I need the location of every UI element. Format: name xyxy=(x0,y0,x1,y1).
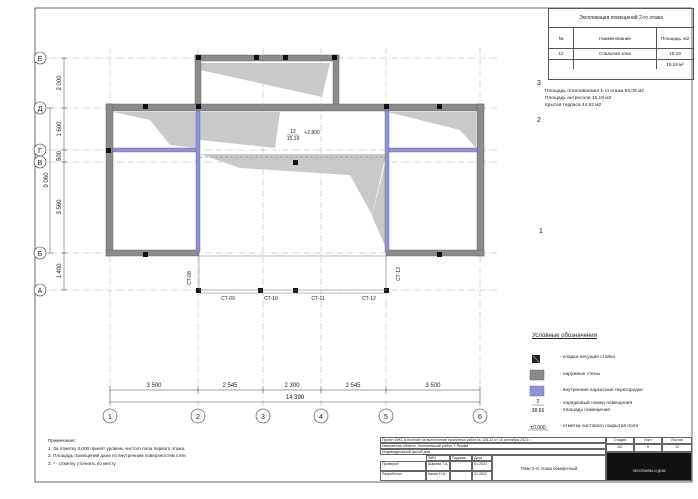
explication-header-row xyxy=(549,28,693,49)
axis-label-B: Б xyxy=(37,251,43,258)
axis-label-6: 6 xyxy=(478,414,482,421)
axis-label-V: В xyxy=(37,160,43,167)
notes-title: Примечания: xyxy=(48,438,76,443)
axis-label-5: 5 xyxy=(384,414,388,421)
area-summary xyxy=(545,88,644,109)
explication-table xyxy=(548,8,694,80)
stamp-col-date: Дата xyxy=(472,455,492,461)
dim-left-1: 2 000 xyxy=(57,75,63,91)
legend-item-room-number: - порядковый номер помещения xyxy=(560,401,633,406)
side-mark-3: 3 xyxy=(537,80,541,87)
explication-col-num: № xyxy=(549,28,574,48)
legend-swatches xyxy=(528,355,548,430)
column-label-st11: СТ-11 xyxy=(311,296,325,302)
company-logo xyxy=(606,452,692,481)
legend-room-sample-area: 38,66 xyxy=(531,408,545,414)
stamp-name-developed: Капин Н.А. xyxy=(426,471,450,481)
axis-label-E: Е xyxy=(37,56,43,63)
stamp-address: Ивановская область, Кинешемский район, г. Решма xyxy=(380,443,606,449)
roof-shadow-fill xyxy=(113,63,476,248)
notes-line-3: 3. * - отметку уточнить по месту. xyxy=(48,460,117,466)
stamp-date-developed: 01.2022 xyxy=(472,471,492,481)
area-heated: Площадь отапливаемая 1-го этажа 93,09 м2 xyxy=(545,89,644,94)
notes-line-2: 2. Площадь помещений дана по внутренним поверхностям стен. xyxy=(48,453,187,458)
explication-col-area: Площадь, м2 xyxy=(660,35,690,41)
stamp-role-developed: Разработал xyxy=(380,471,426,481)
dim-bottom-3: 2 300 xyxy=(284,383,300,389)
legend-room-sample-num: 2 xyxy=(536,399,540,405)
stamp-role-checked: Проверил xyxy=(380,461,426,471)
dim-bottom-5: 3 500 xyxy=(425,383,441,389)
stamp-sign-checked xyxy=(450,461,472,471)
side-mark-1: 1 xyxy=(539,228,543,235)
stamp-stage-label: Стадия xyxy=(606,437,634,444)
room-number: 12 xyxy=(290,129,296,135)
column-label-st12: СТ-12 xyxy=(362,296,376,302)
axis-label-3: 3 xyxy=(261,414,265,421)
logo-text: ЛЕСОПИЛКА И ДОМ xyxy=(632,469,666,473)
column-label-st09: СТ-09 xyxy=(221,296,235,302)
explication-total-row xyxy=(549,60,693,69)
stamp-sheet-title: План 2-го этажа обмерочный xyxy=(492,455,606,481)
notes-block xyxy=(48,437,187,467)
axis-label-1: 1 xyxy=(108,414,112,421)
legend-title: Условные обозначения xyxy=(532,333,597,339)
dim-left-2: 1 600 xyxy=(57,121,63,137)
side-mark-2: 2 xyxy=(537,117,541,124)
bearing-posts xyxy=(106,55,442,293)
stamp-sheets: 12 xyxy=(662,444,692,452)
left-dimension-chain xyxy=(47,58,67,290)
dim-left-3: 500 xyxy=(57,150,63,162)
legend-item-post: - кладка несущая стойка xyxy=(560,355,615,360)
legend-item-floor-level: - отметка чистового покрытия пола xyxy=(560,424,639,429)
stamp-project: Проект ИЖС в посёлке на выполнение проектных работ № 128-12 от 18 сентября 2021 г. xyxy=(380,437,606,443)
column-label-st10: СТ-10 xyxy=(264,296,278,302)
column-label-st08: СТ-08 xyxy=(187,271,193,285)
axis-label-G: Г xyxy=(38,148,42,155)
stamp-sheet: 6 xyxy=(634,444,662,452)
explication-row-area: 15,19 xyxy=(669,51,681,56)
axis-label-D: Д xyxy=(37,106,43,113)
dim-left-total: 9 060 xyxy=(44,172,50,188)
stamp-date-checked: 01.2022 xyxy=(472,461,492,471)
stamp-name-checked: Шарова Т.А. xyxy=(426,461,450,471)
dim-bottom-total: 14 390 xyxy=(285,395,305,401)
explication-title: Экспликация помещений 2-го этажа xyxy=(549,9,693,28)
dim-left-5: 1 400 xyxy=(57,263,63,279)
explication-row-num: 12 xyxy=(549,49,574,59)
dim-bottom-2: 2 545 xyxy=(222,383,238,389)
dim-bottom-4: 2 545 xyxy=(345,383,361,389)
axis-number-bubbles xyxy=(103,409,487,423)
dim-left-4: 3 560 xyxy=(57,199,63,215)
stamp-sheets-label: Листов xyxy=(662,437,692,444)
dim-bottom-1: 3 500 xyxy=(146,383,162,389)
room-level: +2,800 xyxy=(304,130,320,136)
legend-item-partitions: - внутренние каркасные перегородки xyxy=(560,388,643,393)
axis-label-2: 2 xyxy=(196,414,200,421)
column-label-st13: СТ-13 xyxy=(396,267,402,281)
legend-item-room-area: - площадь помещения xyxy=(560,408,611,413)
stamp-col-sign: Подпись xyxy=(450,455,472,461)
area-terrace: Крытая терраса 44,92 м2 xyxy=(545,103,602,108)
room-area: 15,19 xyxy=(286,136,300,142)
stamp-col-fio: ФИО xyxy=(426,455,450,461)
stamp-sheet-label: Лист xyxy=(634,437,662,444)
legend-level-sample: ±0,000 xyxy=(530,425,546,431)
legend-item-exterior-walls: - наружные стены xyxy=(560,372,600,377)
area-mezzanine: Площадь антресоли 15,19 м2 xyxy=(545,96,612,101)
explication-col-name: Наименование xyxy=(574,28,657,48)
title-block xyxy=(380,437,692,481)
stamp-subtitle: Индивидуальный жилой дом xyxy=(380,449,606,455)
explication-row xyxy=(549,49,693,60)
stamp-stage: АС xyxy=(606,444,634,452)
explication-total: 15,19 м² xyxy=(666,62,684,67)
explication-row-name: Спальная зона xyxy=(574,49,657,59)
axis-label-A: А xyxy=(37,288,43,295)
axis-label-4: 4 xyxy=(319,414,323,421)
stamp-sign-developed xyxy=(450,471,472,481)
notes-line-1: 1. За отметку 0,000 принят уровень чистого пола первого этажа. xyxy=(48,445,186,451)
